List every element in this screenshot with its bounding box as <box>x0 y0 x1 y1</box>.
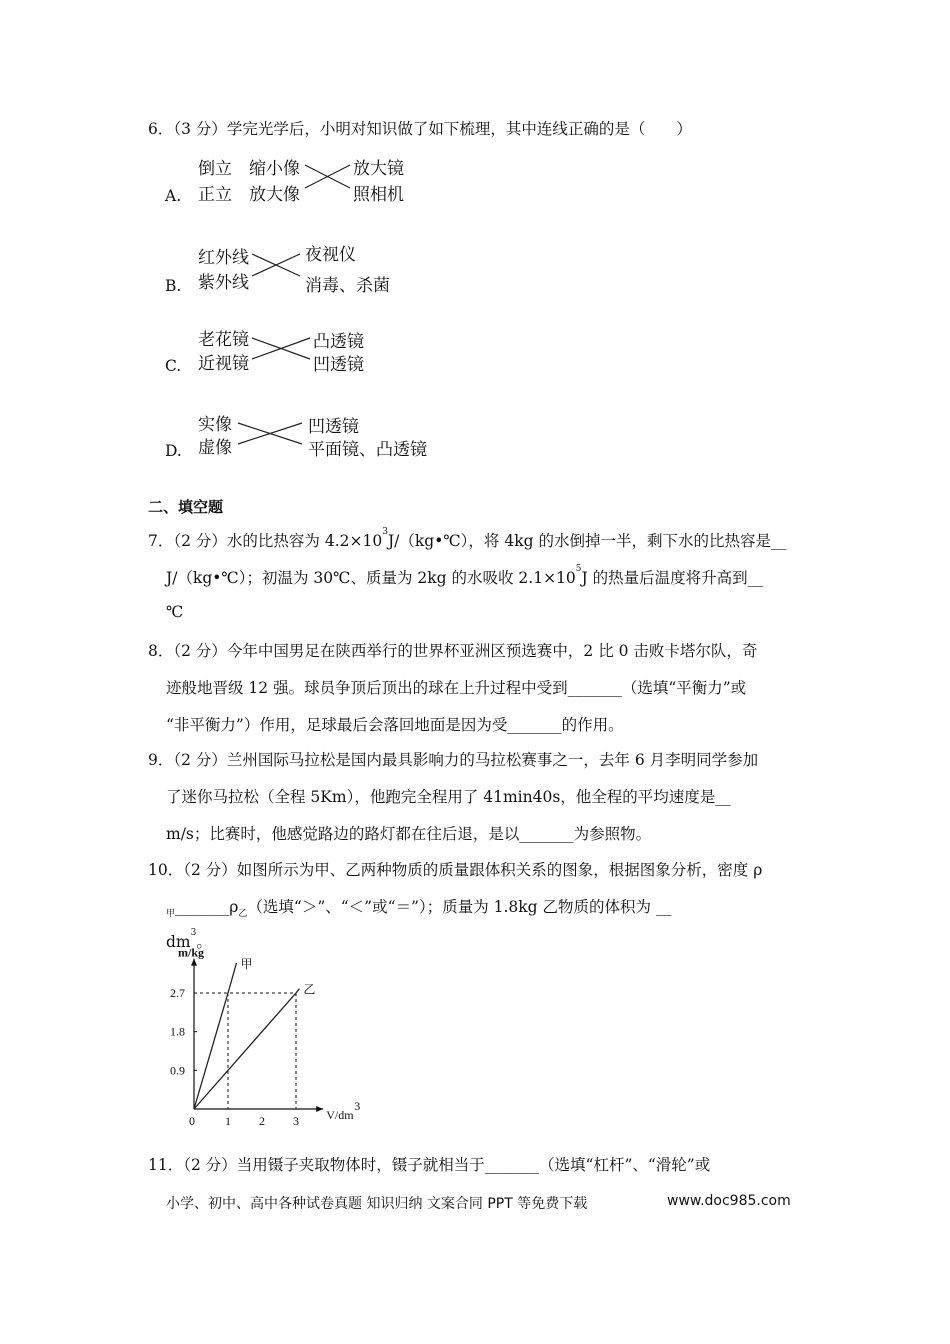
x-tick-label-3: 3 <box>293 1114 299 1128</box>
q6-stem: 6．（3 分）学完光学后，小明对知识做了如下梳理，其中连线正确的是（ ） <box>148 120 692 138</box>
q6-d-right-1: 凹透镜 <box>308 417 359 437</box>
q8-line-3: “非平衡力”）作用，足球最后会落回地面是因为受_______的作用。 <box>166 716 624 734</box>
mass-volume-chart <box>150 945 380 1135</box>
series-label-1: 乙 <box>303 982 316 997</box>
y-axis-label: m/kg <box>178 945 205 960</box>
series-line-1 <box>194 989 299 1109</box>
q6-d-left-2: 虚像 <box>198 438 232 458</box>
q6-b-right-1: 夜视仪 <box>305 245 356 265</box>
q9-line-2: 了迷你马拉松（全程 5Km），他跑完全程用了 41min40s，他全程的平均速度是__ <box>166 788 731 806</box>
x-axis-label-sup: 3 <box>354 1099 361 1113</box>
footer-url: www.doc985.com <box>667 1193 791 1209</box>
q8-line-1: 8．（2 分）今年中国男足在陕西举行的世界杯亚洲区预选赛中，2 比 0 击败卡塔尔队，奇 <box>148 642 758 660</box>
section-title: 二、填空题 <box>148 498 224 516</box>
x-tick-label-2: 2 <box>259 1114 265 1128</box>
q7-line-1: 7．（2 分）水的比热容为 $4.2\times 10^3J/(kg•℃)$，将 4kg 的水倒掉一半，剩下水的比热容是__ <box>148 527 787 550</box>
q10-line-1: 10．（2 分）如图所示为甲、乙两种物质的质量跟体积关系的图象，根据图象分析，密度 ρ <box>148 861 763 879</box>
q6-b-left-1: 红外线 <box>198 248 249 268</box>
q6-a-right-2: 照相机 <box>353 185 404 205</box>
x-axis-label: V/dm <box>326 1108 354 1122</box>
q7-line-2: J/（kg•℃）；初温为 30℃、质量为 2kg 的水吸收 $2.1\times 10^5J$ 的热量后温度将升高到__ <box>166 564 764 587</box>
x-tick-label-1: 1 <box>225 1114 231 1128</box>
y-tick-label-1.8: 1.8 <box>170 1024 185 1039</box>
q6-option-c-letter: C. <box>165 357 182 375</box>
y-tick-label-0.9: 0.9 <box>170 1063 185 1078</box>
q6-a-left-1: 倒立 <box>198 159 232 179</box>
footer-left-text: 小学、初中、高中各种试卷真题 知识归纳 文案合同 PPT 等免费下载 <box>166 1196 588 1212</box>
q6-c-left-2: 近视镜 <box>198 354 249 374</box>
q6-b-left-2: 紫外线 <box>198 273 249 293</box>
origin-label: 0 <box>189 1114 195 1128</box>
q10-line-3: $dm^3$。 <box>166 928 212 951</box>
q6-option-a-letter: A. <box>165 187 182 205</box>
q6-a-mid-2: 放大像 <box>249 185 300 205</box>
q6-a-mid-1: 缩小像 <box>249 159 300 179</box>
q6-d-right-2: 平面镜、凸透镜 <box>308 440 427 460</box>
q9-line-3: m/s；比赛时，他感觉路边的路灯都在往后退，是以_______为参照物。 <box>166 825 652 843</box>
q6-d-left-1: 实像 <box>198 415 232 435</box>
q6-option-b-letter: B. <box>165 277 182 295</box>
q6-b-right-2: 消毒、杀菌 <box>305 276 390 296</box>
x-axis-arrow <box>316 1106 323 1112</box>
series-line-0 <box>194 963 237 1109</box>
q9-line-1: 9．（2 分）兰州国际马拉松是国内最具影响力的马拉松赛事之一，去年 6 月李明同学参加 <box>148 751 759 769</box>
q6-a-right-1: 放大镜 <box>353 159 404 179</box>
q11-line-1: 11．（2 分）当用镊子夹取物体时，镊子就相当于_______（选填“杠杆”、“滑轮”或 <box>148 1156 711 1174</box>
q6-option-d-letter: D. <box>165 442 182 460</box>
q6-c-left-1: 老花镜 <box>198 330 249 350</box>
q10-line-2: $_甲\_\_\_\_\_\_\_\rho_乙$（选填“＞”、“＜”或“＝”）；质量为 1.8kg 乙物质的体积为 __ <box>166 898 672 920</box>
q6-c-right-2: 凹透镜 <box>313 355 364 375</box>
series-label-0: 甲 <box>240 956 253 971</box>
y-axis-arrow <box>191 959 197 966</box>
y-tick-label-2.7: 2.7 <box>170 986 185 1000</box>
q6-c-right-1: 凸透镜 <box>313 332 364 352</box>
q6-a-left-2: 正立 <box>198 185 232 205</box>
q7-line-3: ℃ <box>166 603 184 621</box>
q8-line-2: 迹般地晋级 12 强。球员争顶后顶出的球在上升过程中受到_______（选填“平衡力”或 <box>166 679 747 697</box>
